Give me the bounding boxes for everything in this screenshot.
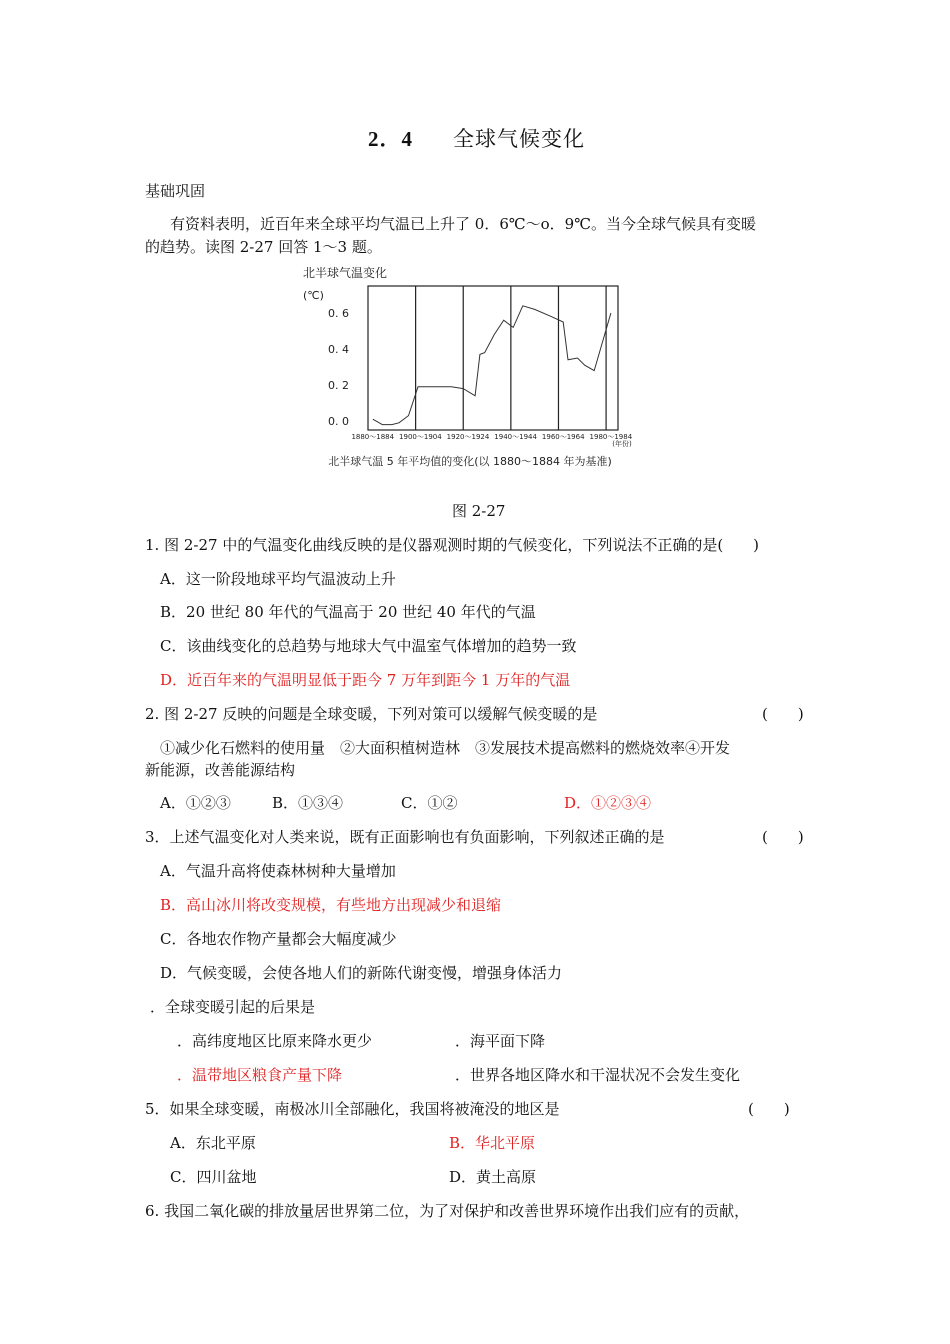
title-number: 2．4 xyxy=(368,127,413,151)
q1-option-c: C．该曲线变化的总趋势与地球大气中温室气体增加的趋势一致 xyxy=(160,637,577,655)
question-5-stem: 5．如果全球变暖，南极冰川全部融化，我国将被淹没的地区是 xyxy=(145,1100,560,1118)
question-4-stem: ．全球变暖引起的后果是 xyxy=(150,998,316,1016)
q1-option-a: A．这一阶段地球平均气温波动上升 xyxy=(160,570,396,588)
y-tick-label: 0. 2 xyxy=(328,379,349,392)
q3-option-c: C．各地农作物产量都会大幅度减少 xyxy=(160,930,397,948)
q1-option-b: B．20 世纪 80 年代的气温高于 20 世纪 40 年代的气温 xyxy=(160,603,536,621)
q2-option-a: A．①②③ xyxy=(160,794,231,812)
chart-ylabel: (℃) xyxy=(303,289,324,302)
q4-option-a: ．高纬度地区比原来降水更少 xyxy=(177,1032,373,1050)
chart-title: 北半球气温变化 xyxy=(303,266,388,280)
question-1-stem: 1. 图 2-27 中的气温变化曲线反映的是仪器观测时期的气候变化，下列说法不正确的是( ) xyxy=(145,536,760,554)
q5-option-c: C．四川盆地 xyxy=(170,1168,257,1186)
x-tick-label: 1960～1964 xyxy=(541,433,585,441)
q2-option-d: D．①②③④ xyxy=(564,794,652,812)
question-2-bracket: ( ) xyxy=(762,705,804,723)
q5-option-b: B．华北平原 xyxy=(449,1134,536,1152)
y-tick-label: 0. 6 xyxy=(328,307,349,320)
x-tick-label: 1880～1884 xyxy=(351,433,395,441)
q5-option-d: D．黄土高原 xyxy=(449,1168,537,1186)
intro-paragraph-line-1: 有资料表明，近百年来全球平均气温已上升了 0．6℃～o．9℃。当今全球气候具有变暖 xyxy=(170,215,756,233)
y-tick-label: 0. 0 xyxy=(328,415,349,428)
temperature-chart xyxy=(298,262,643,472)
q5-option-a: A．东北平原 xyxy=(170,1134,256,1152)
q4-option-d: ．世界各地区降水和干湿状况不会发生变化 xyxy=(455,1066,741,1084)
q2-statement-line-2: 新能源，改善能源结构 xyxy=(145,761,296,779)
q4-option-b: ．海平面下降 xyxy=(455,1032,546,1050)
chart-caption: 北半球气温 5 年平均值的变化(以 1880～1884 年为基准) xyxy=(328,455,612,468)
q3-option-d: D．气候变暖，会使各地人们的新陈代谢变慢，增强身体活力 xyxy=(160,964,563,982)
chart-svg xyxy=(298,262,643,472)
question-5-bracket: ( ) xyxy=(748,1100,790,1118)
q2-option-c: C．①② xyxy=(401,794,458,812)
figure-label: 图 2-27 xyxy=(452,502,506,520)
page-title xyxy=(368,123,585,153)
intro-paragraph-line-2: 的趋势。读图 2-27 回答 1～3 题。 xyxy=(145,238,382,256)
x-tick-label: 1900～1904 xyxy=(399,433,442,441)
q1-option-d: D．近百年来的气温明显低于距今 7 万年到距今 1 万年的气温 xyxy=(160,671,571,689)
x-tick-label: 1920～1924 xyxy=(446,433,490,441)
q3-option-b: B．高山冰川将改变规模，有些地方出现减少和退缩 xyxy=(160,896,502,914)
question-3-bracket: ( ) xyxy=(762,828,804,846)
question-3-stem: 3．上述气温变化对人类来说，既有正面影响也有负面影响，下列叙述正确的是 xyxy=(145,828,665,846)
chart-xunit: (年份) xyxy=(612,440,632,448)
y-tick-label: 0. 4 xyxy=(328,343,349,356)
q4-option-c: ．温带地区粮食产量下降 xyxy=(177,1066,343,1084)
plot-frame xyxy=(368,286,618,430)
x-tick-label: 1980～1984 xyxy=(589,433,633,441)
series-line xyxy=(373,306,611,425)
q2-statement-line-1: ①减少化石燃料的使用量 ②大面积植树造林 ③发展技术提高燃料的燃烧效率④开发 xyxy=(160,739,731,757)
x-tick-label: 1940～1944 xyxy=(494,433,537,441)
section-heading: 基础巩固 xyxy=(145,182,206,200)
title-text: 全球气候变化 xyxy=(453,127,585,151)
q2-option-b: B．①③④ xyxy=(272,794,344,812)
question-6-stem: 6. 我国二氧化碳的排放量居世界第二位，为了对保护和改善世界环境作出我们应有的贡献， xyxy=(145,1202,750,1220)
question-2-stem: 2. 图 2-27 反映的问题是全球变暖，下列对策可以缓解气候变暖的是 xyxy=(145,705,598,723)
q3-option-a: A．气温升高将使森林树种大量增加 xyxy=(160,862,396,880)
